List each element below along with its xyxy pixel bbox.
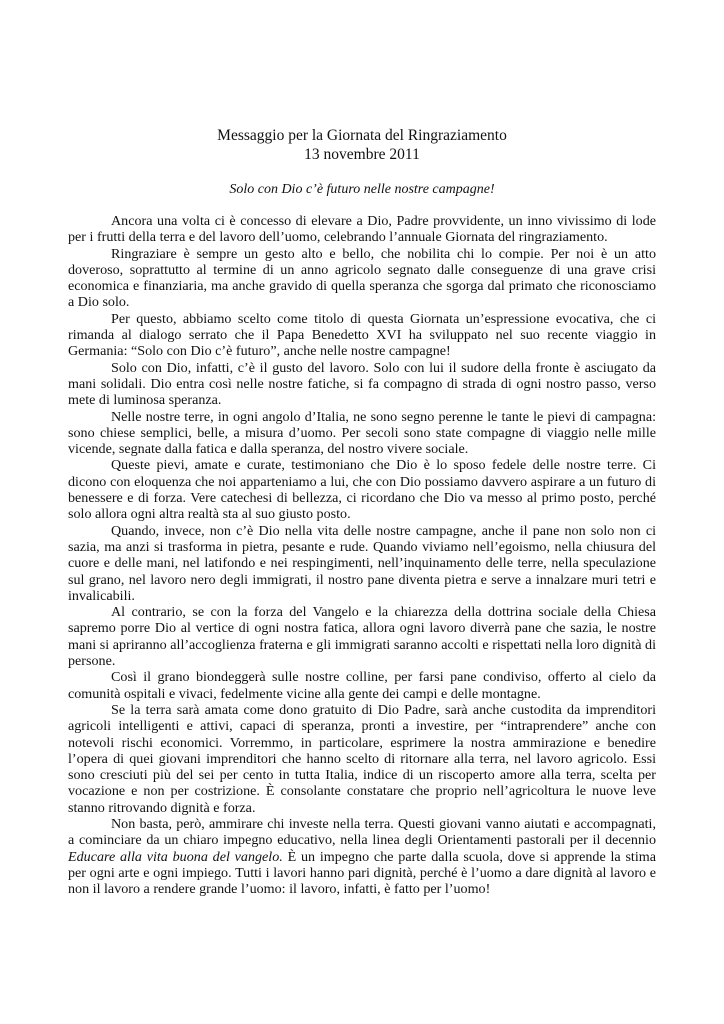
paragraph-11-text-start: Non basta, però, ammirare chi investe nella terra. Questi giovani vanno aiutati e accompagnati, a cominciare da un chiaro impegno educativo, nella linea degli Orientamenti pastorali per il decennio bbox=[68, 815, 656, 849]
paragraph-2: Ringraziare è sempre un gesto alto e bello, che nobilita chi lo compie. Per noi è un atto doveroso, soprattutto al termine di un anno agricolo segnato dalle conseguenze di una grave crisi economica e finanziaria, ma anche gravido di quella speranza che sgorga dal primato che riconosciamo a Dio solo. bbox=[68, 245, 656, 311]
paragraph-5: Nelle nostre terre, in ogni angolo d’Italia, ne sono segno perenne le tante le pievi di campagna: sono chiese semplici, belle, a misura d’uomo. Per secoli sono state compagne di viaggio nelle mille vicende, segnate dalla fatica e dalla speranza, del nostro vivere sociale. bbox=[68, 408, 656, 458]
paragraph-11 bbox=[68, 816, 656, 897]
paragraph-7: Quando, invece, non c’è Dio nella vita delle nostre campagne, anche il pane non solo non ci sazia, ma anzi si trasforma in pietra, pesante e rude. Quando viviamo nell’egoismo, nella chiusura del cuore e delle mani, nel latifondo e nei respingimenti, nell’inquinamento delle terre, nella speculazione sul grano, nel lavoro nero degli immigrati, il nostro pane diventa pietra e serve a innalzare muri tetri e invalicabili. bbox=[68, 522, 656, 604]
paragraph-4: Solo con Dio, infatti, c’è il gusto del lavoro. Solo con lui il sudore della fronte è asciugato da mani solidali. Dio entra così nelle nostre fatiche, si fa compagno di strada di ogni nostro passo, verso mete di luminosa speranza. bbox=[68, 359, 656, 409]
document-date: 13 novembre 2011 bbox=[304, 146, 420, 163]
paragraph-8: Al contrario, se con la forza del Vangelo e la chiarezza della dottrina sociale della Chiesa sapremo porre Dio al vertice di ogni nostra fatica, allora ogni lavoro diverrà pane che sazia, le nostre mani si apriranno all’accoglienza fraterna e gli immigrati saranno accolti e rispettati nella loro dignità di persone. bbox=[68, 604, 656, 670]
document-body bbox=[68, 213, 656, 897]
document-page bbox=[68, 126, 656, 897]
page-title: Messaggio per la Giornata del Ringraziamento bbox=[217, 127, 507, 144]
paragraph-9: Così il grano biondeggerà sulle nostre colline, per farsi pane condiviso, offerto al cielo da comunità ospitali e vivaci, fedelmente vicine alla gente dei campi e delle montagne. bbox=[68, 669, 656, 702]
document-subtitle: Solo con Dio c’è futuro nelle nostre campagne! bbox=[229, 182, 495, 197]
paragraph-10: Se la terra sarà amata come dono gratuito di Dio Padre, sarà anche custodita da imprenditori agricoli intelligenti e attivi, capaci di speranza, pronti a investire, per “intraprendere” anche con notevoli rischi economici. Vorremmo, in particolare, esprimere la nostra ammirazione e benedire l’opera di quei giovani imprenditori che hanno scelto di ritornare alla terra, nel lavoro agricolo. Essi sono cresciuti più del sei per cento in tutta Italia, indice di un riscoperto amore alla terra, scelta per vocazione e non per costrizione. È consolante constatare che proprio nell’agricoltura le nuove leve stanno ritrovando dignità e forza. bbox=[68, 701, 656, 816]
paragraph-3: Per questo, abbiamo scelto come titolo di questa Giornata un’espressione evocativa, che ci rimanda al dialogo serrato che il Papa Benedetto XVI ha sviluppato nel suo recente viaggio in Germania: “Solo con Dio c’è futuro”, anche nelle nostre campagne! bbox=[68, 310, 656, 360]
paragraph-11-text-end: È un impegno che parte dalla scuola, dove si apprende la stima per ogni arte e ogni impiego. Tutti i lavori hanno pari dignità, perché è l’uomo a dare dignità al lavoro e non il lavoro a rendere grande l’uomo: il lavoro, infatti, è fatto per l’uomo! bbox=[68, 848, 656, 898]
pastoral-guidelines-title: Educare alla vita buona del vangelo. bbox=[68, 848, 283, 865]
paragraph-6: Queste pievi, amate e curate, testimoniano che Dio è lo sposo fedele delle nostre terre. Ci dicono con eloquenza che noi apparteniamo a lui, che con Dio possiamo davvero aspirare a un futuro di benessere e di forza. Vere catechesi di bellezza, ci ricordano che Dio va messo al primo posto, perché solo allora ogni altra realtà sta al suo giusto posto. bbox=[68, 457, 656, 523]
paragraph-1: Ancora una volta ci è concesso di elevare a Dio, Padre provvidente, un inno vivissimo di lode per i frutti della terra e del lavoro dell’uomo, celebrando l’annuale Giornata del ringraziamento. bbox=[68, 213, 656, 246]
